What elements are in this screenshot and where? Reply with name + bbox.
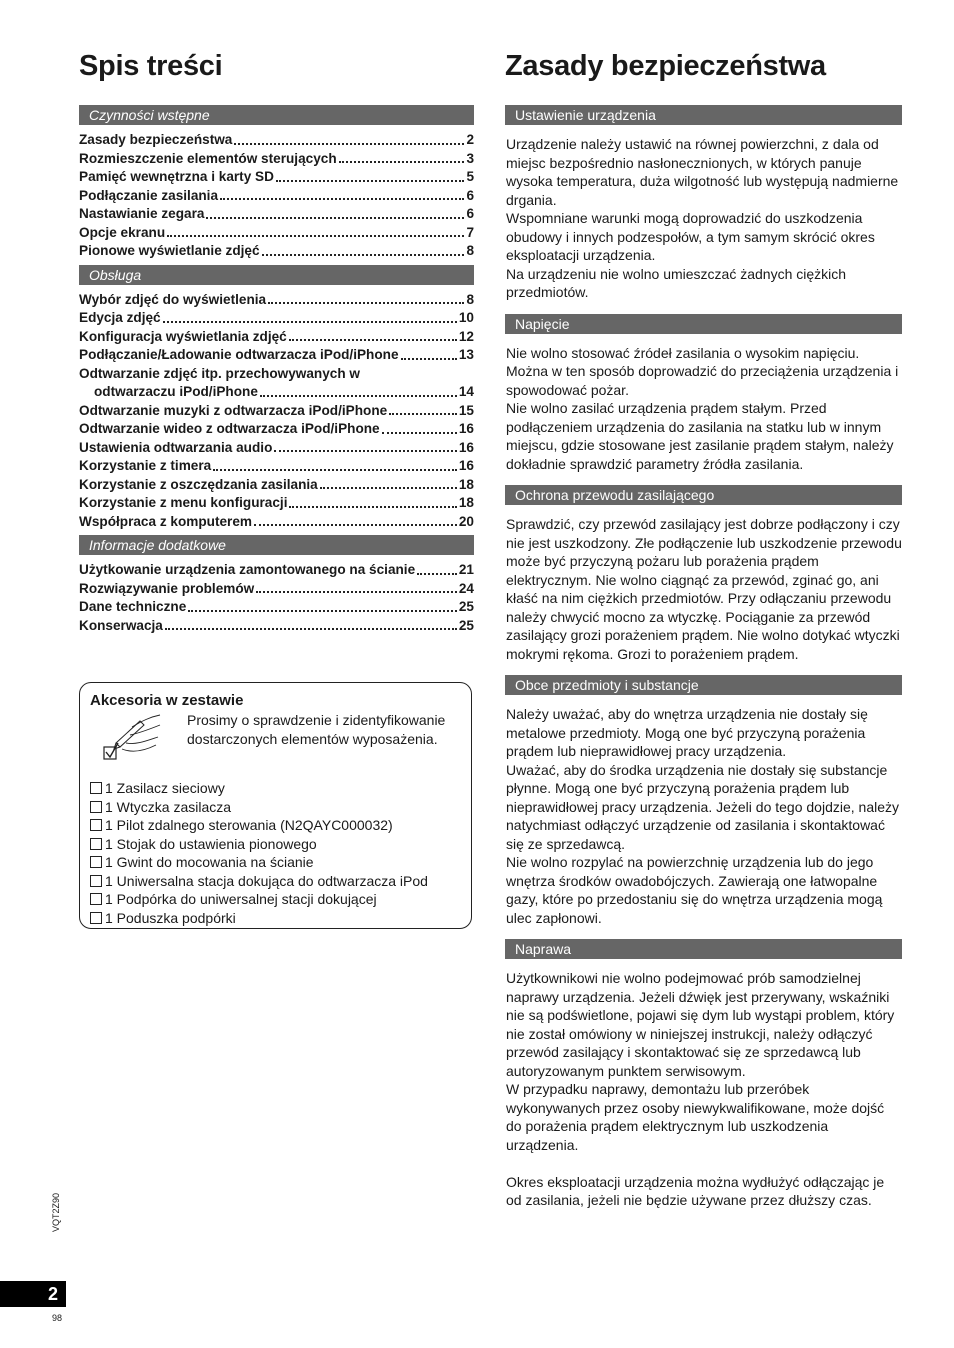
toc-entry-text: Podłączanie zasilania [79, 187, 219, 203]
toc-dot-leader [234, 143, 464, 145]
toc-entry[interactable] [79, 494, 474, 513]
toc-entry[interactable] [79, 383, 474, 402]
accessories-list [90, 779, 461, 927]
toc-page-number: 15 [458, 402, 474, 418]
toc-dot-leader [417, 573, 457, 575]
paragraph: Nie wolno stosować źródeł zasilania o wysokim napięciu. Można w ten sposób doprowadzić do przeciążenia urządzenia i spowodować pożar. [506, 344, 899, 398]
toc-entry[interactable] [79, 561, 474, 580]
paragraph: Urządzenie należy ustawić na równej powierzchni, z dala od miejsc bezpośrednio nasłonecznionych, w których panuje wysoka temperatura, duża wilgotność lub występują nadmierne drgania. [506, 136, 899, 208]
toc-dot-leader [188, 610, 457, 612]
checkbox-icon [90, 856, 102, 868]
toc-entry[interactable] [79, 598, 474, 617]
accessory-label: 1 Stojak do ustawienia pionowego [105, 835, 317, 852]
toc-dot-leader [276, 180, 465, 182]
toc-page-number: 18 [458, 476, 474, 492]
toc-page-number: 25 [458, 617, 474, 633]
checkbox-icon [90, 875, 102, 887]
toc-entry-text: Korzystanie z oszczędzania zasilania [79, 476, 318, 492]
toc-page-number: 18 [458, 495, 474, 510]
toc-entry-text: Odtwarzanie wideo z odtwarzacza iPod/iPhone [79, 421, 380, 436]
toc-page-number: 10 [458, 310, 474, 325]
toc-dot-leader [382, 432, 457, 434]
toc-page-number: 24 [458, 580, 474, 596]
toc-dot-leader [401, 358, 457, 360]
toc-entry[interactable] [79, 580, 474, 599]
toc-entry[interactable] [79, 242, 474, 261]
accessory-item [90, 798, 461, 817]
toc-list [79, 291, 474, 532]
paragraph: Na urządzeniu nie wolno umieszczać żadnych ciężkich przedmiotów. [506, 265, 847, 300]
toc-entry[interactable] [79, 346, 474, 365]
toc-entry-text: Podłączanie/Ładowanie odtwarzacza iPod/iPhone [79, 347, 399, 362]
toc-entry-text: Korzystanie z menu konfiguracji [79, 495, 288, 510]
toc-dot-leader [260, 395, 457, 397]
safety-section-heading: Napięcie [505, 314, 902, 334]
accessory-label: 1 Zasilacz sieciowy [105, 780, 225, 796]
accessory-item [90, 779, 461, 798]
toc-entry[interactable] [79, 328, 474, 347]
paragraph: W przypadku naprawy, demontażu lub przeróbek wykonywanych przez osoby niewykwalifikowane, może dojść do porażenia prądem elektrycznym lub uszkodzenia urządzenia. [506, 1081, 885, 1153]
toc-entry-text: Pamięć wewnętrzna i karty SD [79, 169, 274, 184]
toc-entry-text: Odtwarzanie muzyki z odtwarzacza iPod/iPhone [79, 402, 388, 418]
toc-dot-leader [320, 487, 457, 489]
toc-entry[interactable] [79, 617, 474, 636]
toc-entry[interactable] [79, 309, 474, 328]
toc-dot-leader [256, 591, 457, 593]
toc-entry[interactable] [79, 513, 474, 532]
toc-entry[interactable] [79, 457, 474, 476]
toc-entry-text: Opcje ekranu [79, 224, 166, 240]
toc-section-heading: Informacje dodatkowe [79, 535, 474, 555]
accessory-item [90, 909, 461, 928]
toc-page-number: 8 [466, 291, 474, 307]
toc-entry[interactable] [79, 224, 474, 243]
toc-entry-text: Zasady bezpieczeństwa [79, 132, 233, 147]
toc-page-number: 21 [458, 562, 474, 577]
toc-list [79, 561, 474, 635]
toc-entry-text: Konserwacja [79, 617, 163, 633]
safety-sections [505, 105, 902, 1210]
toc-dot-leader [220, 198, 464, 200]
accessory-label: 1 Uniwersalna stacja dokująca do odtwarzacza iPod [105, 872, 428, 889]
paragraph: Sprawdzić, czy przewód zasilający jest dobrze podłączony i czy nie jest uszkodzony. Złe podłączenie lub uszkodzenie przewodu może być przyczyną pożaru lub porażenia prądem elektrycznym. Nie wolno ciągnąć za przewód, zginać go, ani kłaść na nim ciężkich przedmiotów. Przy odłączaniu przewodu należy chwycić mocno za wtyczkę. Pociąganie za przewód zasilający grozi porażeniem prądem. Nie wolno dotykać wtyczki mokrymi rękoma. Grozi to porażeniem prądem. [506, 516, 902, 662]
accessory-item [90, 872, 461, 891]
accessories-box [79, 682, 472, 929]
paragraph: Wspomniane warunki mogą doprowadzić do uszkodzenia obudowy i innych podzespołów, a tym samym skrócić okres eksploatacji urządzenia. [506, 210, 875, 263]
toc-page-number: 13 [458, 347, 474, 362]
toc-dot-leader [289, 506, 456, 508]
toc-page-number: 16 [458, 421, 474, 436]
toc-dot-leader [389, 413, 457, 415]
sub-number: 98 [52, 1313, 63, 1323]
toc-page-number: 25 [458, 599, 474, 614]
toc-section-heading: Obsługa [79, 265, 474, 285]
safety-section-heading: Ochrona przewodu zasilającego [505, 485, 902, 505]
toc-entry-text: Nastawianie zegara [79, 206, 205, 221]
doc-code: VQT2Z90 [51, 1192, 61, 1232]
toc-entry[interactable] [79, 365, 474, 384]
toc-entry-text: Korzystanie z timera [79, 458, 212, 473]
checkbox-icon [90, 893, 102, 905]
paragraph: Użytkownikowi nie wolno podejmować prób samodzielnej naprawy urządzenia. Jeżeli dźwięk jest przerywany, wskaźniki nie są podświetlone, pojawi się dym lub wystąpi problem, który nie został omówiony w niniejszej instrukcji, należy odłączyć przewód zasilający i skontaktować się ze sprzedawcą lub autoryzowanym punktem serwisowym. [506, 970, 895, 1079]
accessories-title: Akcesoria w zestawie [90, 692, 244, 709]
pen-checkmark-icon [102, 713, 162, 765]
toc-page-number: 7 [466, 224, 474, 240]
toc-page-number: 16 [458, 458, 474, 473]
accessory-label: 1 Wtyczka zasilacza [105, 798, 232, 815]
accessory-item [90, 835, 461, 854]
safety-section-body [506, 969, 902, 1210]
toc-page-number: 2 [466, 132, 474, 147]
safety-section-body [506, 135, 902, 302]
toc-page-number: 6 [466, 187, 474, 203]
checkbox-icon [90, 801, 102, 813]
toc-entry-text: Odtwarzanie zdjęć itp. przechowywanych w [79, 365, 361, 381]
toc-page-number: 5 [466, 169, 474, 184]
safety-section-heading: Naprawa [505, 939, 902, 959]
toc-entry[interactable] [79, 291, 474, 310]
toc-entry-text: Rozmieszczenie elementów sterujących [79, 150, 337, 166]
toc-entry-text: Konfiguracja wyświetlania zdjęć [79, 328, 287, 344]
safety-section-heading: Ustawienie urządzenia [505, 105, 902, 125]
accessory-item [90, 890, 461, 909]
toc-entry[interactable] [79, 205, 474, 224]
toc-entry[interactable] [79, 131, 474, 150]
toc-dot-leader [165, 628, 457, 630]
accessory-label: 1 Podpórka do uniwersalnej stacji dokującej [105, 891, 377, 907]
toc-dot-leader [167, 235, 464, 237]
toc-dot-leader [213, 469, 457, 471]
paragraph: Nie wolno zasilać urządzenia prądem stałym. Przed podłączeniem urządzenia do zasilania na statku lub w innym miejscu, gdzie stosowane jest zasilanie prądem stałym, należy dokładnie sprawdzić parametry źródła zasilania. [506, 400, 894, 472]
toc-list [79, 131, 474, 261]
toc-page-number: 16 [458, 439, 474, 455]
checkbox-icon [90, 838, 102, 850]
toc-dot-leader [289, 339, 457, 341]
toc-entry-text: odtwarzaczu iPod/iPhone [94, 384, 258, 399]
toc-entry[interactable] [79, 402, 474, 421]
paragraph: Uważać, aby do środka urządzenia nie dostały się substancje płynne. Mogą one być przyczyną porażenia prądem lub nieprawidłowej pracy urządzenia. Jeżeli do tego dojdzie, należy natychmiast odłączyć urządzenie od zasilania i skontaktować się ze sprzedawcą. [506, 761, 900, 852]
page-number: 2 [0, 1281, 66, 1307]
toc-entry[interactable] [79, 168, 474, 187]
toc-entry-text: Współpraca z komputerem [79, 513, 252, 529]
toc-title: Spis treści [79, 50, 223, 82]
toc-entry-text: Rozwiązywanie problemów [79, 580, 255, 596]
toc-dot-leader [339, 161, 465, 163]
toc-page-number: 12 [458, 328, 474, 344]
toc-entry-text: Dane techniczne [79, 599, 187, 614]
accessory-item [90, 816, 461, 835]
toc-entry[interactable] [79, 476, 474, 495]
toc-entry-text: Użytkowanie urządzenia zamontowanego na ścianie [79, 562, 416, 577]
toc-dot-leader [254, 524, 457, 526]
toc-dot-leader [262, 254, 465, 256]
toc-dot-leader [274, 450, 457, 452]
toc-page-number: 14 [458, 384, 474, 399]
accessories-note: Prosimy o sprawdzenie i zidentyfikowanie dostarczonych elementów wyposażenia. [187, 712, 446, 747]
table-of-contents [79, 105, 474, 639]
toc-entry-text: Wybór zdjęć do wyświetlenia [79, 291, 267, 307]
checkbox-icon [90, 912, 102, 924]
safety-section-heading: Obce przedmioty i substancje [505, 675, 902, 695]
toc-entry[interactable] [79, 150, 474, 169]
paragraph: Należy uważać, aby do wnętrza urządzenia nie dostały się metalowe przedmioty. Mogą one być przyczyną porażenia prądem lub nieprawidłowej pracy urządzenia. [506, 706, 868, 759]
toc-entry-text: Pionowe wyświetlanie zdjęć [79, 243, 260, 258]
safety-title: Zasady bezpieczeństwa [505, 50, 826, 82]
toc-entry[interactable] [79, 439, 474, 458]
toc-page-number: 8 [466, 243, 474, 258]
toc-page-number: 3 [466, 150, 474, 166]
safety-section-body [506, 705, 902, 927]
accessory-label: 1 Pilot zdalnego sterowania (N2QAYC000032) [105, 817, 393, 833]
toc-dot-leader [206, 217, 464, 219]
toc-entry-text: Ustawienia odtwarzania audio [79, 439, 273, 455]
toc-entry-text: Edycja zdjęć [79, 310, 161, 325]
toc-dot-leader [163, 321, 457, 323]
accessory-label: 1 Poduszka podpórki [105, 909, 236, 926]
checkbox-icon [90, 819, 102, 831]
accessory-item [90, 853, 461, 872]
safety-section-body [506, 515, 902, 663]
toc-page-number: 6 [466, 206, 474, 221]
paragraph [506, 1154, 902, 1173]
checkbox-icon [90, 782, 102, 794]
paragraph: Nie wolno rozpylać na powierzchnię urządzenia lub do jego wnętrza środków owadobójczych. Zawierają one łatwopalne gazy, które po przedostaniu się do wnętrza urządzenia mogą ulec zapłonowi. [506, 854, 883, 926]
paragraph: Okres eksploatacji urządzenia można wydłużyć odłączając je od zasilania, jeżeli nie będzie używane przez dłuższy czas. [506, 1173, 885, 1208]
toc-entry[interactable] [79, 187, 474, 206]
safety-section-body [506, 344, 902, 474]
toc-section-heading: Czynności wstępne [79, 105, 474, 125]
toc-entry[interactable] [79, 420, 474, 439]
toc-page-number: 20 [458, 513, 474, 529]
accessory-label: 1 Gwint do mocowania na ścianie [105, 854, 314, 870]
toc-dot-leader [268, 302, 464, 304]
